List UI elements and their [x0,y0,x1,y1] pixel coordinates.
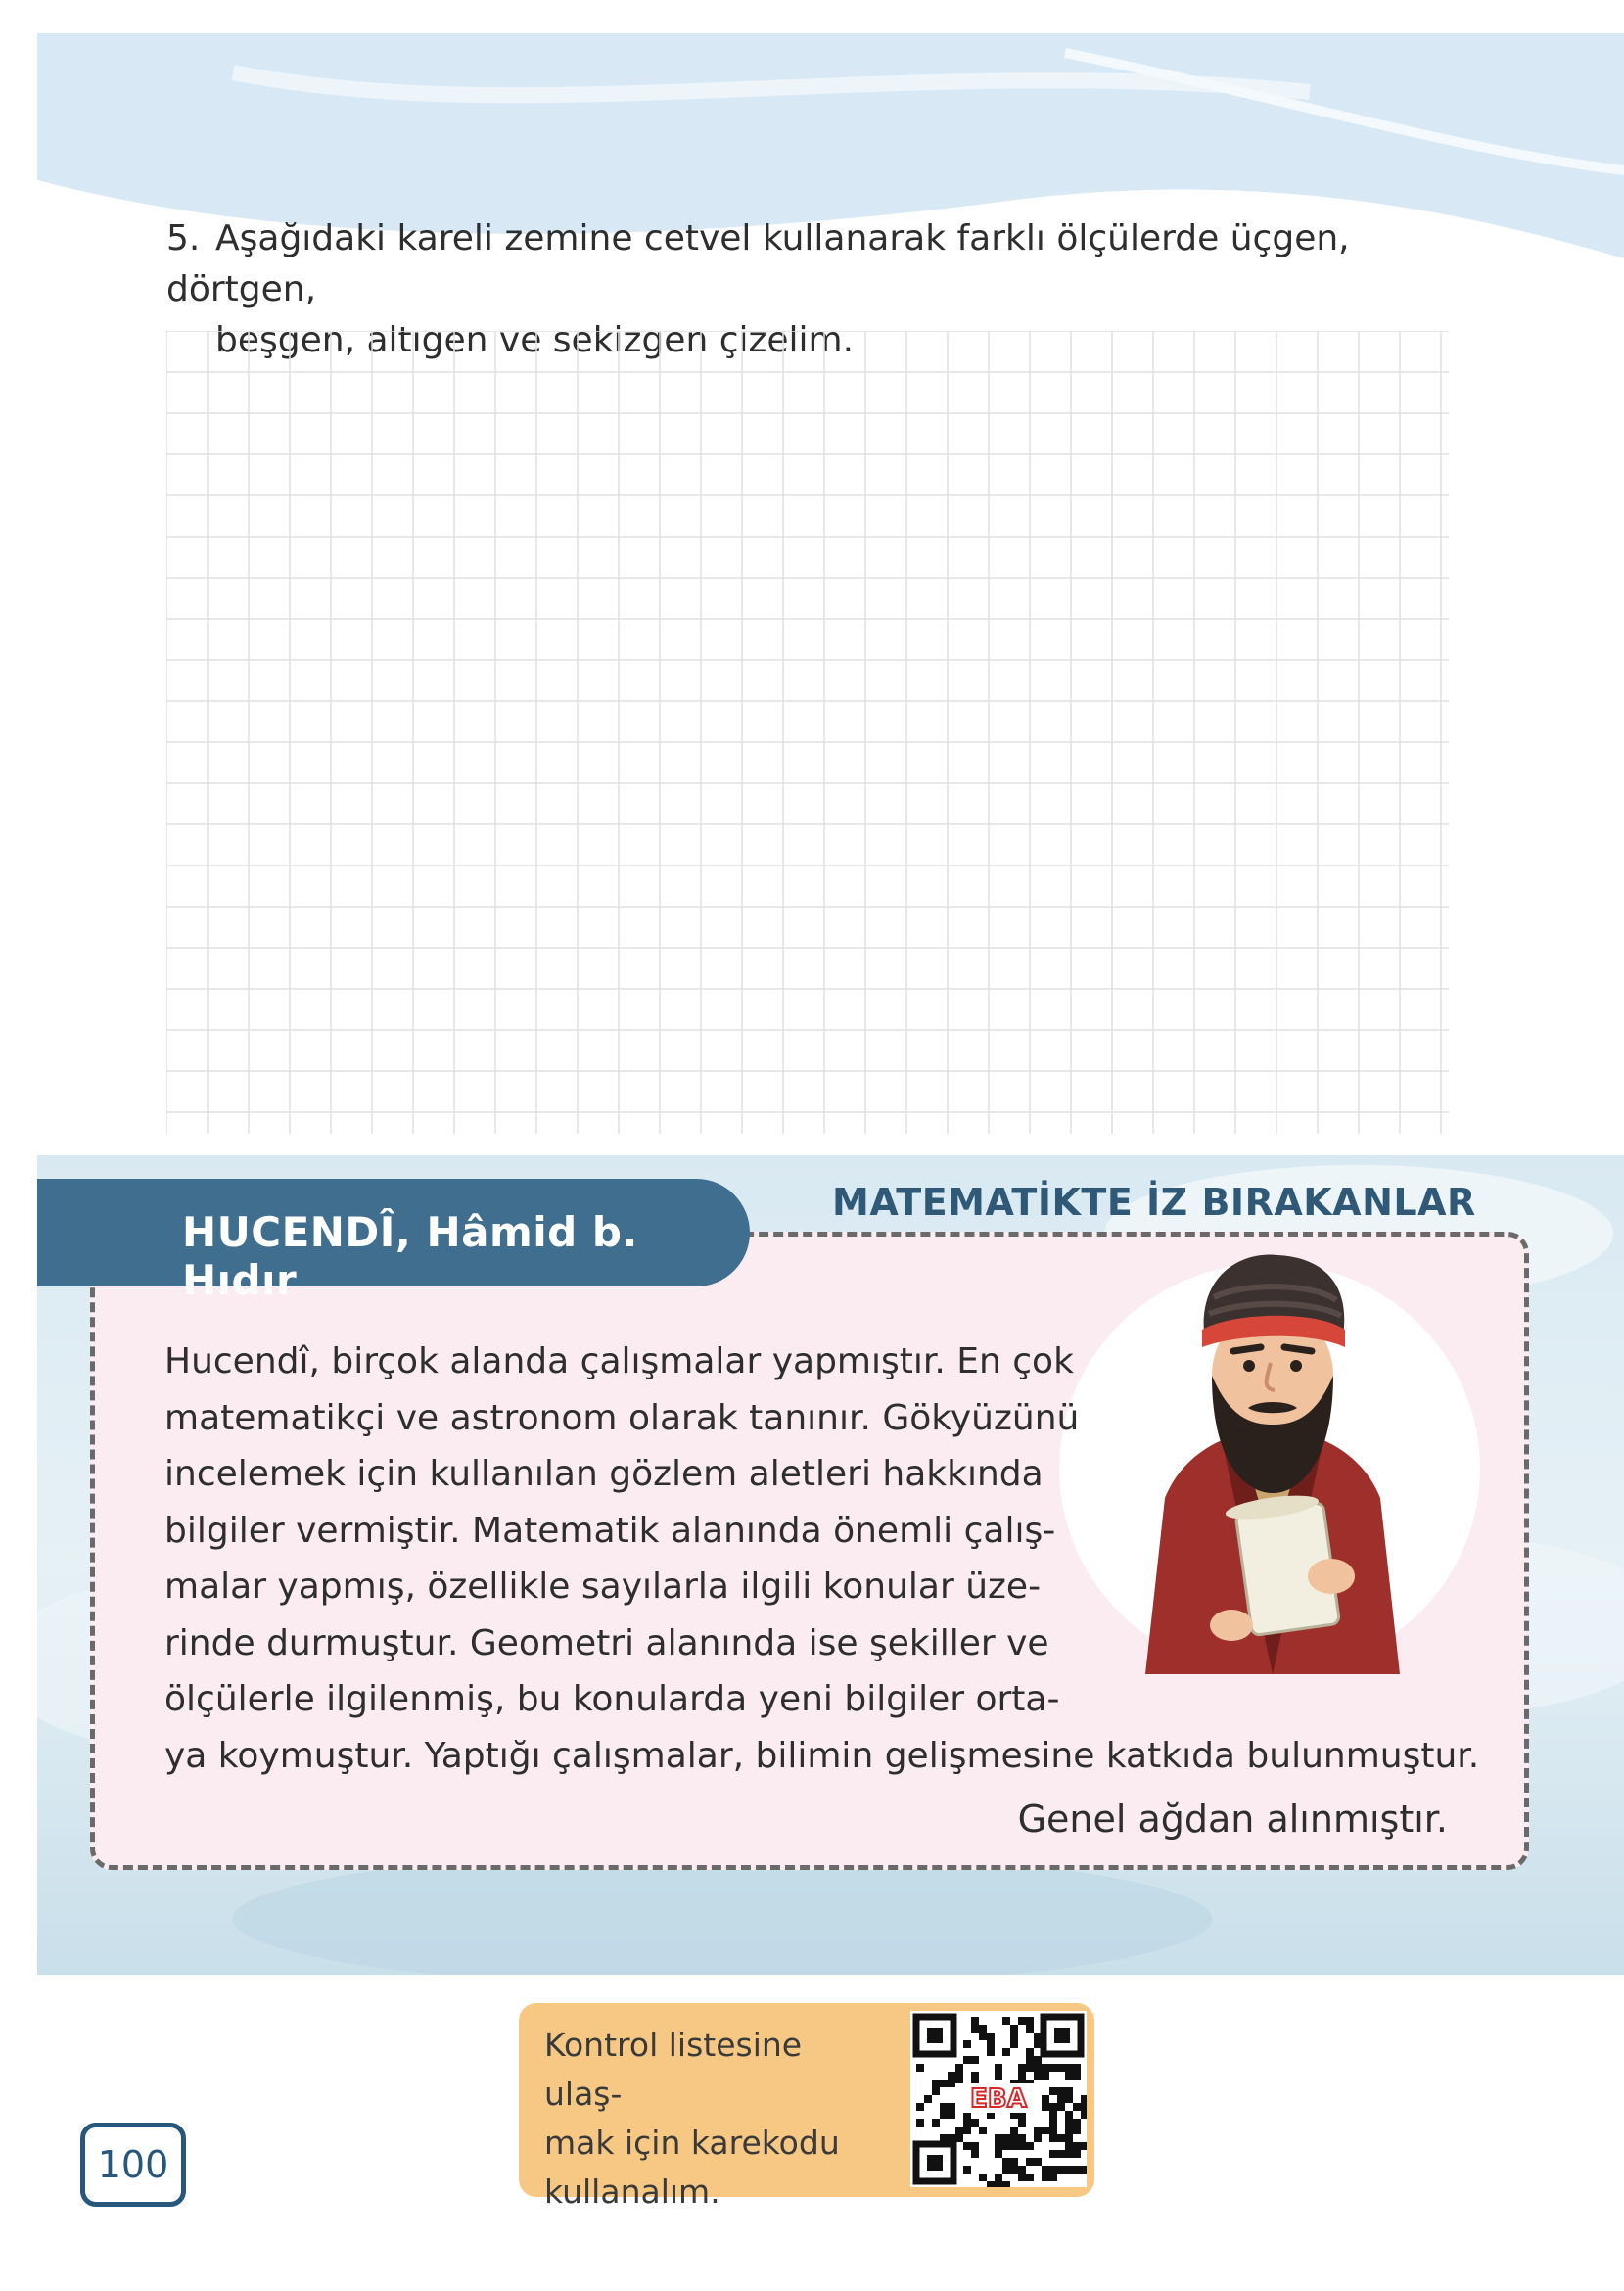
biography-line: malar yapmış, özellikle sayılarla ilgili konular üze- [164,1566,1042,1607]
question-line-2: beşgen, altıgen ve sekizgen çizelim. [215,320,855,360]
biography-line: bilgiler vermiştir. Matematik alanında önemli çalış- [164,1510,1056,1551]
qr-instruction-line: Kontrol listesine ulaş- [544,2026,803,2113]
person-name: HUCENDÎ, Hâmid b. Hıdır [182,1208,638,1304]
section-title: MATEMATİKTE İZ BIRAKANLAR [832,1181,1476,1224]
biography-line: matematikçi ve astronom olarak tanınır. Gökyüzünü [164,1397,1080,1438]
biography-line: Hucendî, birçok alanda çalışmalar yapmıştır. En çok [164,1341,1074,1381]
biography-line: ölçülerle ilgilenmiş, bu konularda yeni bilgiler orta- [164,1679,1060,1719]
question-number: 5. [166,218,201,258]
name-tab [37,1179,750,1304]
qr-code-icon[interactable] [910,2011,1087,2187]
biography-text [164,1333,1480,1784]
biography-line: rinde durmuştur. Geometri alanında ise şekiller ve [164,1622,1049,1663]
source-note: Genel ağdan alınmıştır. [1017,1798,1448,1841]
qr-instruction [544,2021,877,2217]
qr-instruction-line: mak için karekodu [544,2124,840,2162]
eba-badge: EBA [970,2084,1027,2114]
qr-instruction-line: kullanalım. [544,2173,720,2211]
biography-line: incelemek için kullanılan gözlem aletleri hakkında [164,1454,1044,1494]
biography-line: ya koymuştur. Yaptığı çalışmalar, bilimin gelişmesine katkıda bulunmuştur. [164,1735,1480,1776]
grid-paper[interactable] [166,331,1449,1134]
page-number: 100 [80,2123,186,2207]
question-line-1: Aşağıdaki kareli zemine cetvel kullanarak farklı ölçülerde üçgen, dörtgen, [166,218,1350,309]
